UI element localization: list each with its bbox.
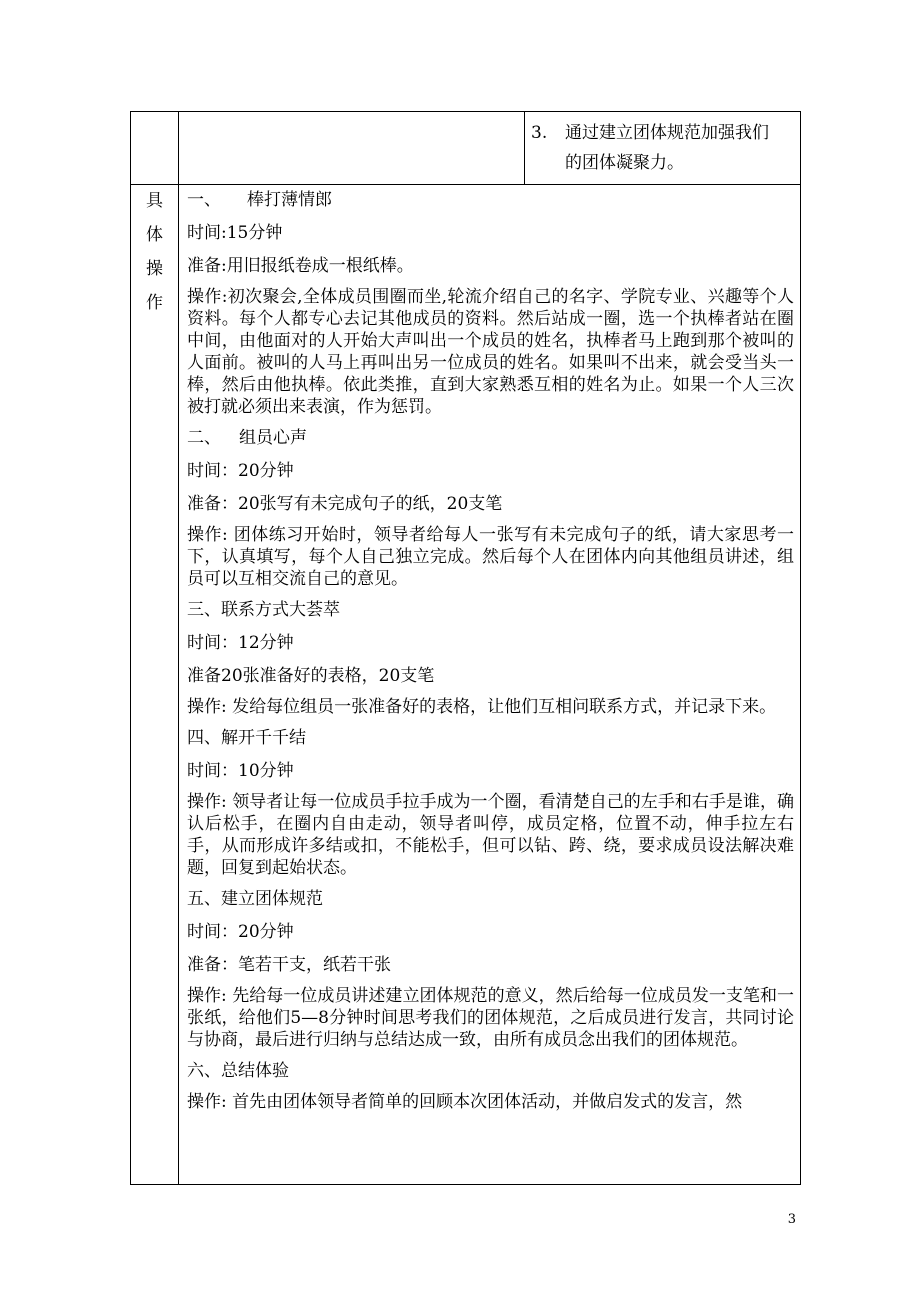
section-title: 解开千千结 — [221, 728, 306, 748]
time-line: 时间：20分钟 — [187, 922, 294, 942]
procedure-label-cell — [131, 185, 179, 1185]
section-number: 六、 — [187, 1061, 221, 1081]
section-title: 联系方式大荟萃 — [221, 600, 340, 620]
section-5 — [187, 886, 794, 1051]
section-heading — [187, 425, 794, 451]
section-heading — [187, 597, 794, 623]
section-6 — [187, 1058, 794, 1113]
label-char: 体 — [146, 225, 163, 245]
procedure-content — [187, 187, 794, 1113]
operation-paragraph: 操作: 发给每位组员一张准备好的表格，让他们互相问联系方式，并记录下来。 — [187, 697, 777, 717]
section-3 — [187, 597, 794, 718]
label-char: 作 — [146, 293, 163, 313]
time-line: 时间：10分钟 — [187, 761, 294, 781]
section-title: 组员心声 — [239, 428, 307, 448]
section-heading — [187, 886, 794, 912]
prep-line: 准备：笔若干支，纸若干张 — [187, 955, 391, 975]
column-divider — [524, 112, 525, 184]
operation-paragraph: 操作: 先给每一位成员讲述建立团体规范的意义，然后给每一位成员发一支笔和一张纸，给他们5—8分钟时间思考我们的团体规范，之后成员进行发言，共同讨论与协商，最后进行归纳与总结达成一致，由所有成员念出我们的团体规范。 — [187, 986, 794, 1050]
operation-paragraph: 操作: 首先由团体领导者简单的回顾本次团体活动，并做启发式的发言，然 — [187, 1092, 743, 1112]
procedure-content-cell — [179, 185, 801, 1185]
operation-paragraph: 操作: 领导者让每一位成员手拉手成为一个圈，看清楚自己的左手和右手是谁，确认后松手，在圈内自由走动，领导者叫停，成员定格，位置不动，伸手拉左右手，从而形成许多结或扣，不能松手，但可以钻、跨、绕，要求成员设法解决难题，回复到起始状态。 — [187, 792, 794, 878]
operation-paragraph: 操作:初次聚会,全体成员围圈而坐,轮流介绍自己的名字、学院专业、兴趣等个人资料。每个人都专心去记其他成员的资料。然后站成一圈，选一个执棒者站在圈中间，由他面对的人开始大声叫出一个成员的姓名，执棒者马上跑到那个被叫的人面前。被叫的人马上再叫出另一位成员的姓名。如果叫不出来，就会受当头一棒，然后由他执棒。依此类推，直到大家熟悉互相的姓名为止。如果一个人三次被打就必须出来表演，作为惩罚。 — [187, 287, 794, 417]
section-number: 四、 — [187, 728, 221, 748]
goal-line-2: 的团体凝聚力。 — [565, 153, 684, 173]
section-title: 总结体验 — [221, 1061, 289, 1081]
prep-line: 准备:用旧报纸卷成一根纸棒。 — [187, 256, 414, 276]
section-heading — [187, 187, 794, 213]
section-number: 三、 — [187, 600, 221, 620]
goal-line-1: 通过建立团体规范加强我们 — [565, 123, 769, 143]
time-line: 时间:15分钟 — [187, 223, 283, 243]
goal-item-3 — [531, 118, 799, 178]
section-number: 一、 — [187, 190, 221, 210]
label-char: 操 — [146, 259, 163, 279]
empty-label-cell — [131, 112, 179, 185]
section-title: 建立团体规范 — [221, 889, 323, 909]
prep-line: 准备20张准备好的表格，20支笔 — [187, 666, 435, 686]
time-line: 时间：20分钟 — [187, 461, 294, 481]
section-number: 二、 — [187, 428, 221, 448]
section-number: 五、 — [187, 889, 221, 909]
activity-plan-table — [130, 111, 801, 1185]
section-2 — [187, 425, 794, 590]
goal-cell — [179, 112, 801, 185]
table-row-procedure — [131, 185, 801, 1185]
section-heading — [187, 1058, 794, 1084]
operation-paragraph: 操作: 团体练习开始时，领导者给每人一张写有未完成句子的纸，请大家思考一下，认真填写，每个人自己独立完成。然后每个人在团体内向其他组员讲述，组员可以互相交流自己的意见。 — [187, 525, 794, 589]
section-heading — [187, 725, 794, 751]
table-row-goals — [131, 112, 801, 185]
prep-line: 准备：20张写有未完成句子的纸，20支笔 — [187, 494, 503, 514]
section-title: 棒打薄情郎 — [247, 190, 332, 210]
section-1 — [187, 187, 794, 418]
time-line: 时间：12分钟 — [187, 633, 294, 653]
section-4 — [187, 725, 794, 879]
page-number: 3 — [787, 1212, 796, 1227]
goal-number: 3. — [531, 123, 548, 143]
label-char: 具 — [146, 191, 163, 211]
